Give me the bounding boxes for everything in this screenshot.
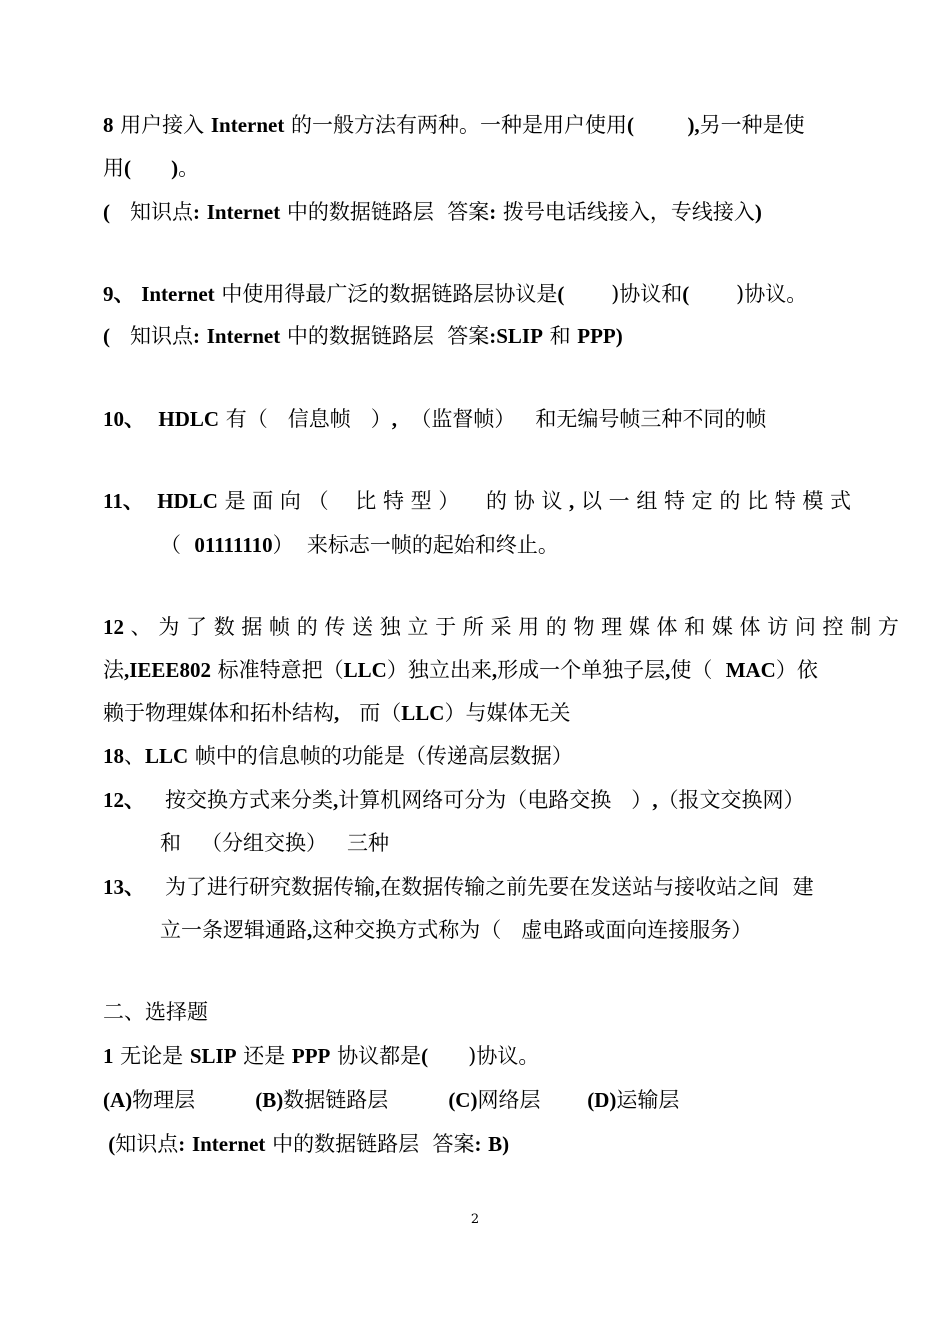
question-8: 8 用户接入 Internet 的一般方法有两种。一种是用户使用( ),另一种是使 [103,113,805,137]
question-12-switching: 12、 按交换方式来分类,计算机网络可分为（电路交换 ）,（报文交换网） [103,788,805,812]
question-8-answer: ( 知识点: Internet 中的数据链路层 答案: 拨号电话线接入，专线接入) [103,200,762,224]
question-12-switching-cont: 和 （分组交换） 三种 [160,831,390,855]
choice-options: (A)物理层 (B)数据链路层 (C)网络层 (D)运输层 [103,1088,680,1112]
question-11-cont: （ 01111110） 来标志一帧的起始和终止。 [160,533,559,557]
question-12-llc-cont: 法,IEEE802 标准特意把（LLC）独立出来,形成一个单独子层,使（ MAC）依 [103,658,818,682]
choice-question-1-answer: (知识点: Internet 中的数据链路层 答案: B) [103,1132,510,1156]
question-8-cont: 用( )。 [103,156,200,180]
question-11: 11、 HDLC 是 面 向 （ 比 特 型 ） 的 协 议 , 以 一 组 特 定 的 比 特 模 式 [103,489,852,513]
question-12-llc-end: 赖于物理媒体和拓朴结构, 而（LLC）与媒体无关 [103,701,571,725]
question-10: 10、 HDLC 有（ 信息帧 ）, （监督帧） 和无编号帧三种不同的帧 [103,407,767,431]
question-13-cont: 立一条逻辑通路,这种交换方式称为（ 虚电路或面向连接服务） [160,918,753,942]
choice-question-1: 1 无论是 SLIP 还是 PPP 协议都是( )协议。 [103,1044,540,1068]
question-9: 9、 Internet 中使用得最广泛的数据链路层协议是( )协议和( )协议。 [103,282,808,306]
question-13: 13、 为了进行研究数据传输,在数据传输之前先要在发送站与接收站之间 建 [103,875,814,899]
question-9-answer: ( 知识点: Internet 中的数据链路层 答案:SLIP 和 PPP) [103,324,623,348]
page-number: 2 [470,1212,480,1227]
question-18: 18、LLC 帧中的信息帧的功能是（传递高层数据） [103,744,573,768]
section-heading: 二、选择题 [103,1000,208,1024]
question-12-llc: 12 、 为 了 数 据 帧 的 传 送 独 立 于 所 采 用 的 物 理 媒 体 和 媒 体 访 问 控 制 方 [103,615,899,639]
